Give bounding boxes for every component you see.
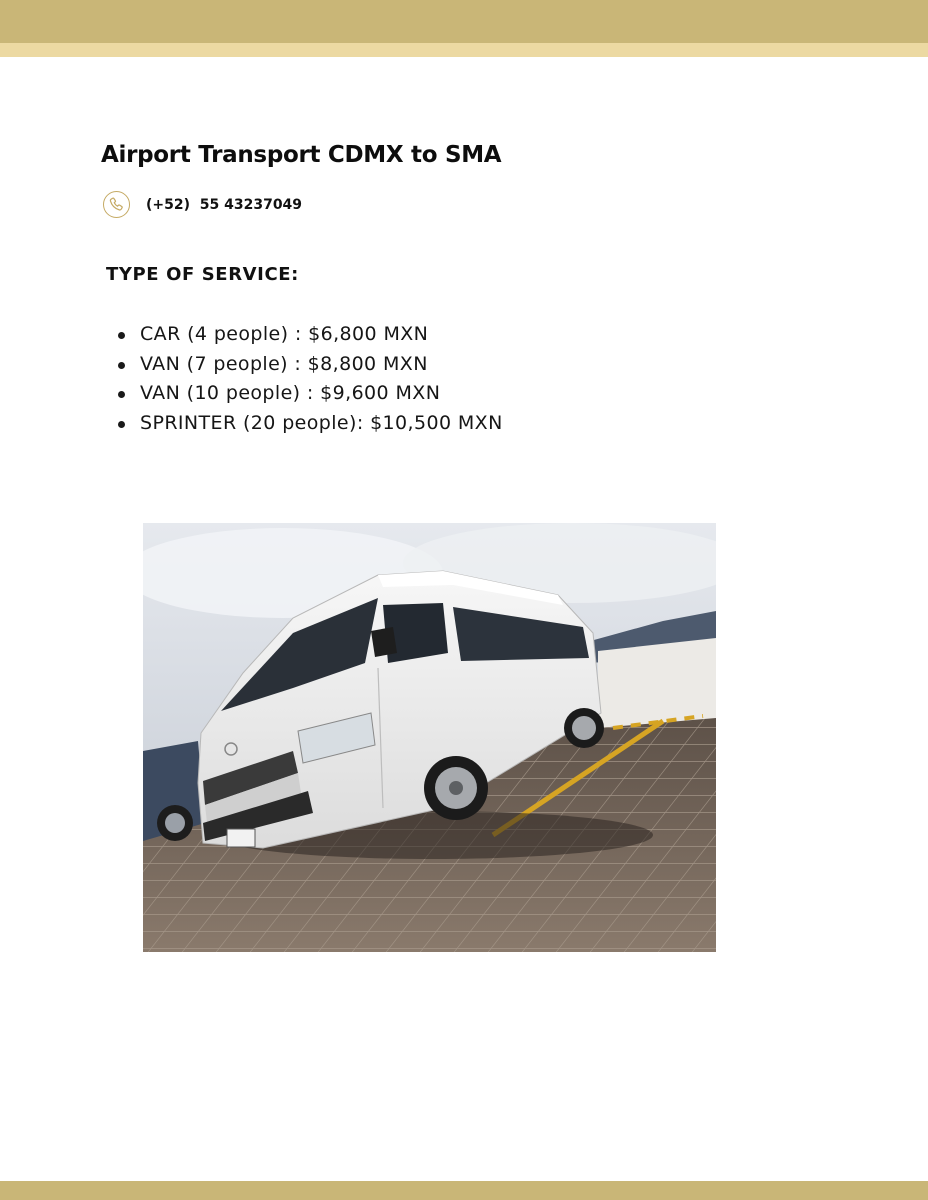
service-label: CAR (4 people) : $6,800 MXN bbox=[140, 323, 429, 345]
service-label: VAN (10 people) : $9,600 MXN bbox=[140, 382, 441, 404]
footer-band bbox=[0, 1181, 928, 1200]
phone-contact bbox=[103, 189, 302, 220]
header-band-accent bbox=[0, 43, 928, 57]
service-label: SPRINTER (20 people): $10,500 MXN bbox=[140, 411, 503, 434]
service-heading: TYPE OF SERVICE: bbox=[106, 264, 299, 285]
phone-number[interactable]: (+52) 55 43237049 bbox=[146, 196, 303, 213]
header-band bbox=[0, 0, 928, 43]
list-item bbox=[116, 320, 503, 350]
page-title: Airport Transport CDMX to SMA bbox=[101, 142, 502, 168]
bullet-icon bbox=[118, 391, 125, 398]
service-list bbox=[116, 320, 503, 438]
list-item bbox=[116, 379, 503, 409]
list-item bbox=[116, 409, 503, 439]
bullet-icon bbox=[118, 421, 125, 428]
van-photo bbox=[143, 523, 716, 952]
list-item bbox=[116, 350, 503, 380]
phone-icon bbox=[103, 191, 130, 218]
service-label: VAN (7 people) : $8,800 MXN bbox=[140, 352, 428, 375]
bullet-icon bbox=[118, 332, 125, 339]
bullet-icon bbox=[118, 362, 125, 369]
